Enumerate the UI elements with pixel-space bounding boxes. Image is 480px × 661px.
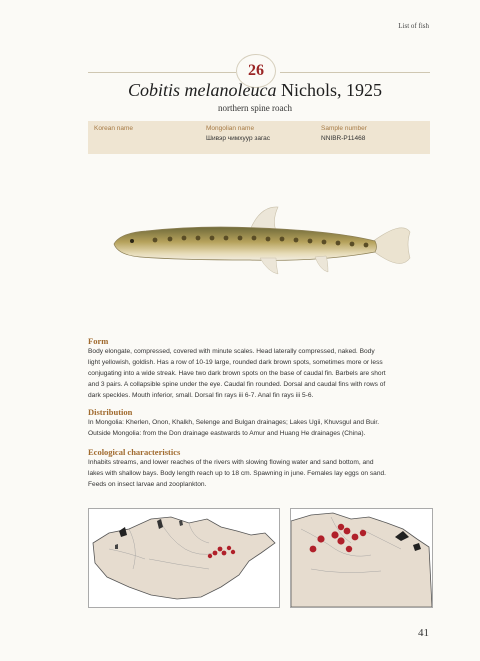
distribution-line: Outside Mongolia: from the Don drainage eastwards to Amur and Huang He drainages (China). bbox=[88, 430, 366, 437]
mongolian-name-col bbox=[206, 125, 270, 142]
distribution-heading: Distribution bbox=[88, 407, 133, 417]
distribution-text bbox=[88, 417, 433, 439]
section-header: List of fish bbox=[398, 22, 429, 30]
species-title bbox=[0, 80, 480, 101]
korean-name-col bbox=[94, 125, 133, 135]
distribution-map-mongolia bbox=[88, 508, 280, 608]
form-text bbox=[88, 346, 433, 401]
divider-right bbox=[280, 72, 430, 73]
divider-left bbox=[88, 72, 236, 73]
distribution-line: In Mongolia: Kherlen, Onon, Khalkh, Selenge and Bulgan drainages; Lakes Ugii, Khuvsgul and Buir. bbox=[88, 419, 380, 426]
sample-number-label: Sample number bbox=[321, 125, 367, 132]
species-number: 26 bbox=[248, 62, 264, 79]
scientific-name: Cobitis melanoleuca bbox=[128, 80, 277, 100]
ecology-heading: Ecological characteristics bbox=[88, 447, 181, 457]
sample-number-value: NNIBR-P11468 bbox=[321, 135, 366, 142]
form-line: light yellowish, goldish. Has a row of 10-19 large, rounded dark brown spots, sometimes more or less bbox=[88, 359, 383, 366]
ecology-section bbox=[88, 447, 433, 490]
sample-number-col bbox=[321, 125, 367, 142]
distribution-map-detail bbox=[290, 508, 433, 608]
ecology-line: Inhabits streams, and lower reaches of the rivers with slowing flowing water and sand bottom, and bbox=[88, 459, 374, 466]
distribution-section bbox=[88, 407, 433, 439]
form-heading: Form bbox=[88, 336, 109, 346]
form-section bbox=[88, 336, 433, 401]
form-line: Body elongate, compressed, covered with minute scales. Head laterally compressed, naked. Body bbox=[88, 348, 375, 355]
form-line: dark speckles. Mouth inferior, small. Dorsal fin rays iii 6-7. Anal fin rays iii 5-6. bbox=[88, 392, 314, 399]
mongolian-name-value: Шивэр чимхуур загас bbox=[206, 135, 271, 142]
species-author: Nichols, 1925 bbox=[280, 80, 382, 100]
ecology-line: Feeds on insect larvae and zooplankton. bbox=[88, 481, 207, 488]
form-line: and 3 pairs. A collapsible spine under the eye. Caudal fin rounded. Dorsal and caudal fins with rows of bbox=[88, 381, 386, 388]
mongolian-name-label: Mongolian name bbox=[206, 125, 255, 132]
korean-name-label: Korean name bbox=[94, 125, 134, 132]
ecology-line: lakes with shallow bays. Body length reach up to 18 cm. Spawning in june. Females lay eggs on sand. bbox=[88, 470, 386, 477]
form-line: conjugating into a wide streak. Have two dark brown spots on the base of caudal fin. Barbels are short bbox=[88, 370, 386, 377]
info-box bbox=[88, 121, 430, 154]
common-name: northern spine roach bbox=[218, 103, 292, 113]
fish-illustration bbox=[110, 200, 415, 282]
ecology-text bbox=[88, 457, 433, 490]
page-number: 41 bbox=[418, 627, 429, 639]
